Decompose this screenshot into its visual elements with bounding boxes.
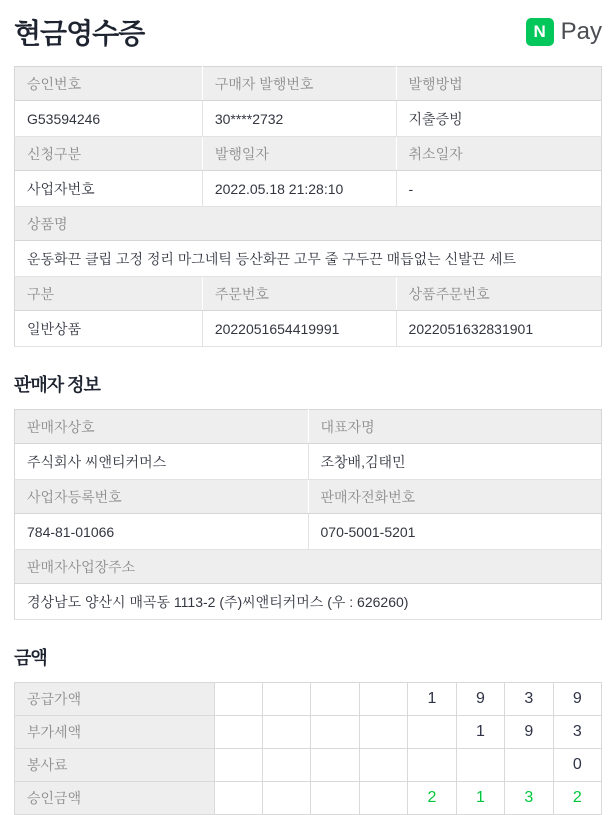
digit-cell — [263, 749, 311, 782]
digit-cell — [311, 716, 359, 749]
table-row — [15, 101, 602, 137]
table-row — [15, 480, 602, 514]
seller-address-value: 경상남도 양산시 매곡동 1113-2 (주)씨앤티커머스 (우 : 626260) — [15, 584, 602, 620]
buyer-issue-number-value: 30****2732 — [202, 101, 396, 137]
receipt-table — [14, 66, 602, 347]
buyer-issue-number-header: 구매자 발행번호 — [202, 67, 396, 101]
product-order-number-header: 상품주문번호 — [396, 277, 601, 311]
issue-method-header: 발행방법 — [396, 67, 601, 101]
table-row — [15, 444, 602, 480]
digit-cell: 9 — [505, 716, 553, 749]
supply-amount-row — [15, 683, 602, 716]
digit-cell — [359, 683, 407, 716]
digit-cell — [214, 683, 262, 716]
table-row — [15, 410, 602, 444]
table-row — [15, 207, 602, 241]
business-reg-number-header: 사업자등록번호 — [15, 480, 309, 514]
approval-number-header: 승인번호 — [15, 67, 203, 101]
table-row — [15, 584, 602, 620]
digit-cell: 2 — [553, 782, 601, 815]
approval-number-value: G53594246 — [15, 101, 203, 137]
digit-cell: 0 — [553, 749, 601, 782]
table-row — [15, 514, 602, 550]
approved-amount-row — [15, 782, 602, 815]
request-type-header: 신청구분 — [15, 137, 203, 171]
order-number-value: 2022051654419991 — [202, 311, 396, 347]
table-row — [15, 311, 602, 347]
seller-name-value: 주식회사 씨앤티커머스 — [15, 444, 309, 480]
digit-cell: 1 — [456, 782, 504, 815]
digit-cell: 2 — [408, 782, 456, 815]
digit-cell: 3 — [505, 683, 553, 716]
seller-section-title: 판매자 정보 — [14, 375, 100, 395]
digit-cell: 9 — [456, 683, 504, 716]
digit-cell — [214, 782, 262, 815]
digit-cell: 3 — [553, 716, 601, 749]
issue-date-header: 발행일자 — [202, 137, 396, 171]
supply-amount-label: 공급가액 — [15, 683, 215, 716]
digit-cell — [214, 716, 262, 749]
cancel-date-value: - — [396, 171, 601, 207]
seller-phone-header: 판매자전화번호 — [308, 480, 602, 514]
table-row — [15, 171, 602, 207]
product-name-header: 상품명 — [15, 207, 602, 241]
seller-name-header: 판매자상호 — [15, 410, 309, 444]
cancel-date-header: 취소일자 — [396, 137, 601, 171]
digit-cell — [263, 683, 311, 716]
business-reg-number-value: 784-81-01066 — [15, 514, 309, 550]
digit-cell — [311, 683, 359, 716]
digit-cell — [408, 749, 456, 782]
amount-section-title: 금액 — [14, 648, 47, 668]
product-name-value: 운동화끈 클립 고정 정리 마그네틱 등산화끈 고무 줄 구두끈 매듭없는 신발끈 세트 — [15, 241, 602, 277]
digit-cell: 9 — [553, 683, 601, 716]
amount-table — [14, 682, 602, 815]
digit-cell — [505, 749, 553, 782]
table-row — [15, 67, 602, 101]
digit-cell — [311, 782, 359, 815]
digit-cell — [263, 782, 311, 815]
service-charge-label: 봉사료 — [15, 749, 215, 782]
category-value: 일반상품 — [15, 311, 203, 347]
digit-cell — [214, 749, 262, 782]
digit-cell — [359, 716, 407, 749]
digit-cell — [263, 716, 311, 749]
seller-address-header: 판매자사업장주소 — [15, 550, 602, 584]
table-row — [15, 137, 602, 171]
digit-cell: 1 — [408, 683, 456, 716]
issue-method-value: 지출증빙 — [396, 101, 601, 137]
npay-logo-text: Pay — [560, 18, 602, 45]
vat-amount-label: 부가세액 — [15, 716, 215, 749]
issue-date-value: 2022.05.18 21:28:10 — [202, 171, 396, 207]
order-number-header: 주문번호 — [202, 277, 396, 311]
seller-phone-value: 070-5001-5201 — [308, 514, 602, 550]
category-header: 구분 — [15, 277, 203, 311]
page-title: 현금영수증 — [14, 18, 145, 49]
product-order-number-value: 2022051632831901 — [396, 311, 601, 347]
representative-header: 대표자명 — [308, 410, 602, 444]
digit-cell — [408, 716, 456, 749]
vat-amount-row — [15, 716, 602, 749]
table-row — [15, 550, 602, 584]
request-type-value: 사업자번호 — [15, 171, 203, 207]
digit-cell — [311, 749, 359, 782]
digit-cell — [456, 749, 504, 782]
naver-n-icon: N — [526, 18, 554, 46]
table-row — [15, 241, 602, 277]
representative-value: 조창배,김태민 — [308, 444, 602, 480]
top-header — [14, 10, 602, 54]
digit-cell: 1 — [456, 716, 504, 749]
service-charge-row — [15, 749, 602, 782]
table-row — [15, 277, 602, 311]
digit-cell: 3 — [505, 782, 553, 815]
npay-logo[interactable] — [526, 18, 602, 46]
approved-amount-label: 승인금액 — [15, 782, 215, 815]
seller-info-table — [14, 409, 602, 620]
digit-cell — [359, 749, 407, 782]
digit-cell — [359, 782, 407, 815]
